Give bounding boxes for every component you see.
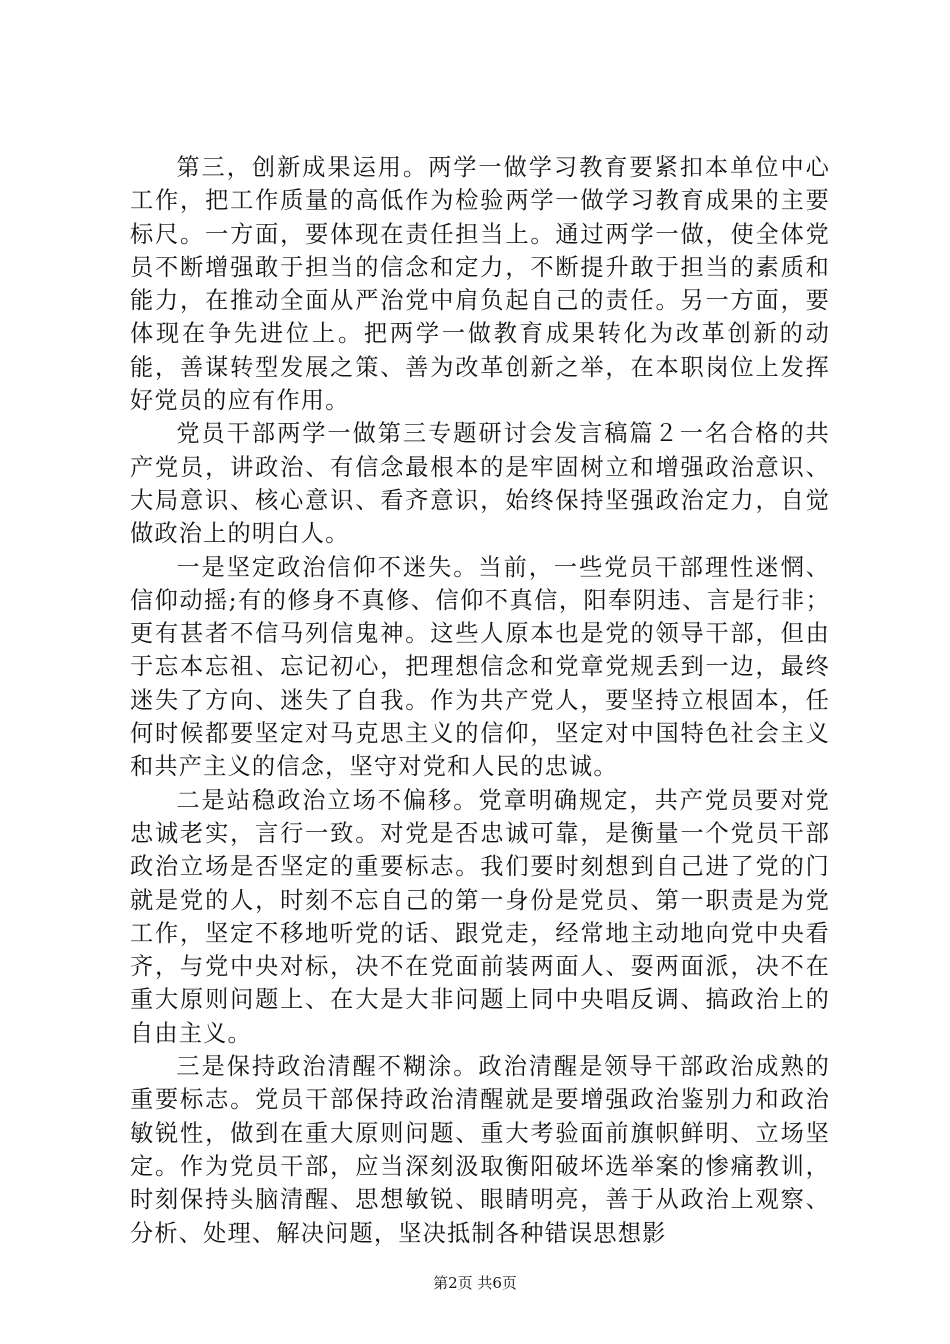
paragraph-1: 第三，创新成果运用。两学一做学习教育要紧扣本单位中心工作，把工作质量的高低作为检验两学一做学习教育成果的主要标尺。一方面，要体现在责任担当上。通过两学一做，使全体党员不断增强敢于担当的信念和定力，不断提升敢于担当的素质和能力，在推动全面从严治党中肩负起自己的责任。另一方面，要体现在争先进位上。把两学一做教育成果转化为改革创新的动能，善谋转型发展之策、善为改革创新之举，在本职岗位上发挥好党员的应有作用。 <box>130 154 830 415</box>
paragraph-2: 党员干部两学一做第三专题研讨会发言稿篇２一名合格的共产党员，讲政治、有信念最根本的是牢固树立和增强政治意识、大局意识、核心意识、看齐意识，始终保持坚强政治定力，自觉做政治上的明白人。 <box>130 420 830 548</box>
document-body <box>130 151 830 1250</box>
page-footer: 第2页 共6页 <box>433 1274 517 1292</box>
paragraph-3: 一是坚定政治信仰不迷失。当前，一些党员干部理性迷惘、信仰动摇;有的修身不真修、信仰不真信，阳奉阴违、言是行非；更有甚者不信马列信鬼神。这些人原本也是党的领导干部，但由于忘本忘祖、忘记初心，把理想信念和党章党规丢到一边，最终迷失了方向、迷失了自我。作为共产党人，要坚持立根固本，任何时候都要坚定对马克思主义的信仰，坚定对中国特色社会主义和共产主义的信念，坚守对党和人民的忠诚。 <box>130 553 830 781</box>
paragraph-4: 二是站稳政治立场不偏移。党章明确规定，共产党员要对党忠诚老实，言行一致。对党是否忠诚可靠，是衡量一个党员干部政治立场是否坚定的重要标志。我们要时刻想到自己进了党的门就是党的人，时刻不忘自己的第一身份是党员、第一职责是为党工作，坚定不移地听党的话、跟党走，经常地主动地向党中央看齐，与党中央对标，决不在党面前装两面人、耍两面派，决不在重大原则问题上、在大是大非问题上同中央唱反调、搞政治上的自由主义。 <box>130 786 830 1047</box>
paragraph-5: 三是保持政治清醒不糊涂。政治清醒是领导干部政治成熟的重要标志。党员干部保持政治清醒就是要增强政治鉴别力和政治敏锐性，做到在重大原则问题、重大考验面前旗帜鲜明、立场坚定。作为党员干部，应当深刻汲取衡阳破坏选举案的惨痛教训，时刻保持头脑清醒、思想敏锐、眼睛明亮，善于从政治上观察、分析、处理、解决问题，坚决抵制各种错误思想影 <box>130 1053 830 1247</box>
